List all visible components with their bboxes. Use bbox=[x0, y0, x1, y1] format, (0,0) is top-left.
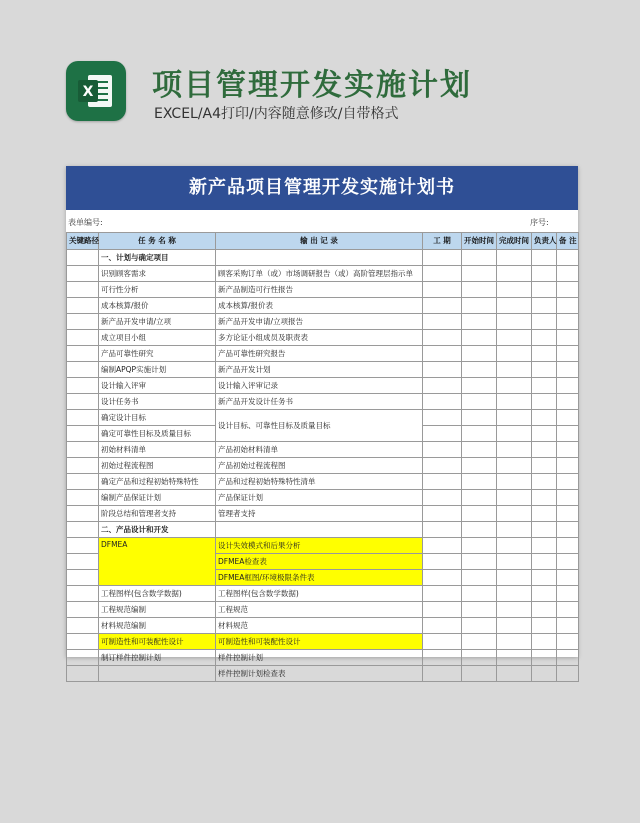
duration-cell[interactable] bbox=[423, 426, 462, 442]
start-time-cell[interactable] bbox=[462, 490, 497, 506]
start-time-cell[interactable] bbox=[462, 522, 497, 538]
finish-time-cell[interactable] bbox=[497, 522, 532, 538]
finish-time-cell[interactable] bbox=[497, 474, 532, 490]
finish-time-cell[interactable] bbox=[497, 634, 532, 650]
task-name-cell[interactable]: 工程规范编制 bbox=[99, 602, 216, 618]
duration-cell[interactable] bbox=[423, 394, 462, 410]
task-name-cell[interactable]: 二、产品设计和开发 bbox=[99, 522, 216, 538]
finish-time-cell[interactable] bbox=[497, 650, 532, 666]
critical-path-cell[interactable] bbox=[67, 586, 99, 602]
table-row bbox=[67, 250, 579, 266]
start-time-cell[interactable] bbox=[462, 266, 497, 282]
start-time-cell[interactable] bbox=[462, 506, 497, 522]
finish-time-cell[interactable] bbox=[497, 586, 532, 602]
task-name-cell[interactable]: 产品可靠性研究 bbox=[99, 346, 216, 362]
owner-cell[interactable] bbox=[532, 570, 557, 586]
finish-time-cell[interactable] bbox=[497, 314, 532, 330]
task-name-cell[interactable]: 工程图样(包含数学数据) bbox=[99, 586, 216, 602]
table-row bbox=[67, 538, 579, 554]
output-record-cell[interactable]: DFMEA检查表 bbox=[216, 554, 423, 570]
finish-time-cell[interactable] bbox=[497, 394, 532, 410]
remarks-cell[interactable] bbox=[557, 362, 579, 378]
duration-cell[interactable] bbox=[423, 490, 462, 506]
table-row bbox=[67, 490, 579, 506]
owner-cell[interactable] bbox=[532, 250, 557, 266]
task-name-cell[interactable]: 成本核算/报价 bbox=[99, 298, 216, 314]
excel-logo-icon bbox=[66, 61, 126, 121]
critical-path-cell[interactable] bbox=[67, 410, 99, 426]
duration-cell[interactable] bbox=[423, 330, 462, 346]
owner-cell[interactable] bbox=[532, 650, 557, 666]
start-time-cell[interactable] bbox=[462, 634, 497, 650]
owner-cell[interactable] bbox=[532, 522, 557, 538]
finish-time-cell[interactable] bbox=[497, 570, 532, 586]
col-header-start-time: 开始时间 bbox=[462, 233, 497, 250]
owner-cell[interactable] bbox=[532, 474, 557, 490]
task-name-cell[interactable]: 材料规范编制 bbox=[99, 618, 216, 634]
owner-cell[interactable] bbox=[532, 618, 557, 634]
page-subtitle: EXCEL/A4打印/内容随意修改/自带格式 bbox=[154, 106, 399, 122]
task-name-cell[interactable] bbox=[99, 666, 216, 682]
finish-time-cell[interactable] bbox=[497, 330, 532, 346]
start-time-cell[interactable] bbox=[462, 378, 497, 394]
owner-cell[interactable] bbox=[532, 266, 557, 282]
finish-time-cell[interactable] bbox=[497, 666, 532, 682]
remarks-cell[interactable] bbox=[557, 602, 579, 618]
logo-letter: X bbox=[82, 84, 94, 100]
output-record-cell[interactable]: 产品初始材料清单 bbox=[216, 442, 423, 458]
task-name-cell[interactable]: 可行性分析 bbox=[99, 282, 216, 298]
output-record-cell[interactable]: 工程规范 bbox=[216, 602, 423, 618]
critical-path-cell[interactable] bbox=[67, 554, 99, 570]
table-row bbox=[67, 602, 579, 618]
table-row bbox=[67, 362, 579, 378]
start-time-cell[interactable] bbox=[462, 538, 497, 554]
remarks-cell[interactable] bbox=[557, 650, 579, 666]
output-record-cell[interactable]: 设计失效模式和后果分析 bbox=[216, 538, 423, 554]
col-header-owner: 负责人 bbox=[532, 233, 557, 250]
start-time-cell[interactable] bbox=[462, 394, 497, 410]
task-name-cell[interactable]: 可制造性和可装配性设计 bbox=[99, 634, 216, 650]
duration-cell[interactable] bbox=[423, 602, 462, 618]
owner-cell[interactable] bbox=[532, 490, 557, 506]
finish-time-cell[interactable] bbox=[497, 250, 532, 266]
col-header-duration: 工 期 bbox=[423, 233, 462, 250]
col-header-remarks: 备 注 bbox=[557, 233, 579, 250]
remarks-cell[interactable] bbox=[557, 250, 579, 266]
owner-cell[interactable] bbox=[532, 586, 557, 602]
duration-cell[interactable] bbox=[423, 634, 462, 650]
col-header-finish-time: 完成时间 bbox=[497, 233, 532, 250]
critical-path-cell[interactable] bbox=[67, 426, 99, 442]
table-row bbox=[67, 650, 579, 666]
task-name-cell[interactable]: 初始材料清单 bbox=[99, 442, 216, 458]
start-time-cell[interactable] bbox=[462, 298, 497, 314]
output-record-cell[interactable] bbox=[216, 250, 423, 266]
start-time-cell[interactable] bbox=[462, 602, 497, 618]
duration-cell[interactable] bbox=[423, 314, 462, 330]
critical-path-cell[interactable] bbox=[67, 458, 99, 474]
task-name-cell[interactable]: 编制产品保证计划 bbox=[99, 490, 216, 506]
finish-time-cell[interactable] bbox=[497, 458, 532, 474]
plan-table bbox=[66, 232, 579, 682]
start-time-cell[interactable] bbox=[462, 410, 497, 426]
sequence-label: 序号: bbox=[530, 218, 549, 227]
finish-time-cell[interactable] bbox=[497, 282, 532, 298]
duration-cell[interactable] bbox=[423, 474, 462, 490]
remarks-cell[interactable] bbox=[557, 586, 579, 602]
output-record-cell[interactable]: DFMEA框图/环境极限条件表 bbox=[216, 570, 423, 586]
task-name-cell[interactable]: DFMEA bbox=[99, 538, 216, 586]
remarks-cell[interactable] bbox=[557, 538, 579, 554]
start-time-cell[interactable] bbox=[462, 250, 497, 266]
output-record-cell[interactable]: 新产品开发计划 bbox=[216, 362, 423, 378]
output-record-cell[interactable]: 材料规范 bbox=[216, 618, 423, 634]
output-record-cell[interactable]: 可制造性和可装配性设计 bbox=[216, 634, 423, 650]
table-row bbox=[67, 458, 579, 474]
output-record-cell[interactable]: 顾客采购订单（或）市场调研报告（或）高阶管理层指示单 bbox=[216, 266, 423, 282]
remarks-cell[interactable] bbox=[557, 490, 579, 506]
sheet-title: 新产品项目管理开发实施计划书 bbox=[66, 166, 578, 210]
table-header-row bbox=[67, 233, 579, 250]
remarks-cell[interactable] bbox=[557, 554, 579, 570]
finish-time-cell[interactable] bbox=[497, 378, 532, 394]
duration-cell[interactable] bbox=[423, 650, 462, 666]
critical-path-cell[interactable] bbox=[67, 506, 99, 522]
owner-cell[interactable] bbox=[532, 394, 557, 410]
critical-path-cell[interactable] bbox=[67, 314, 99, 330]
col-header-task-name: 任 务 名 称 bbox=[99, 233, 216, 250]
owner-cell[interactable] bbox=[532, 666, 557, 682]
table-row bbox=[67, 442, 579, 458]
task-name-cell[interactable]: 识别顾客需求 bbox=[99, 266, 216, 282]
remarks-cell[interactable] bbox=[557, 410, 579, 426]
critical-path-cell[interactable] bbox=[67, 298, 99, 314]
remarks-cell[interactable] bbox=[557, 522, 579, 538]
critical-path-cell[interactable] bbox=[67, 282, 99, 298]
output-record-cell[interactable]: 管理者支持 bbox=[216, 506, 423, 522]
task-name-cell[interactable]: 制订样件控制计划 bbox=[99, 650, 216, 666]
critical-path-cell[interactable] bbox=[67, 522, 99, 538]
output-record-cell[interactable]: 样件控制计划 bbox=[216, 650, 423, 666]
start-time-cell[interactable] bbox=[462, 570, 497, 586]
duration-cell[interactable] bbox=[423, 378, 462, 394]
output-record-cell[interactable]: 多方论证小组成员及职责表 bbox=[216, 330, 423, 346]
task-name-cell[interactable]: 设计任务书 bbox=[99, 394, 216, 410]
duration-cell[interactable] bbox=[423, 458, 462, 474]
critical-path-cell[interactable] bbox=[67, 250, 99, 266]
output-record-cell[interactable]: 工程图样(包含数学数据) bbox=[216, 586, 423, 602]
owner-cell[interactable] bbox=[532, 330, 557, 346]
start-time-cell[interactable] bbox=[462, 618, 497, 634]
duration-cell[interactable] bbox=[423, 554, 462, 570]
table-row bbox=[67, 618, 579, 634]
start-time-cell[interactable] bbox=[462, 458, 497, 474]
duration-cell[interactable] bbox=[423, 250, 462, 266]
critical-path-cell[interactable] bbox=[67, 538, 99, 554]
table-row bbox=[67, 506, 579, 522]
table-row bbox=[67, 586, 579, 602]
start-time-cell[interactable] bbox=[462, 282, 497, 298]
start-time-cell[interactable] bbox=[462, 554, 497, 570]
critical-path-cell[interactable] bbox=[67, 490, 99, 506]
output-record-cell[interactable]: 成本核算/报价表 bbox=[216, 298, 423, 314]
critical-path-cell[interactable] bbox=[67, 650, 99, 666]
critical-path-cell[interactable] bbox=[67, 442, 99, 458]
critical-path-cell[interactable] bbox=[67, 394, 99, 410]
output-record-cell[interactable] bbox=[216, 522, 423, 538]
table-row bbox=[67, 410, 579, 426]
table-row bbox=[67, 378, 579, 394]
task-name-cell[interactable]: 阶段总结和管理者支持 bbox=[99, 506, 216, 522]
remarks-cell[interactable] bbox=[557, 666, 579, 682]
task-name-cell[interactable]: 确定产品和过程初始特殊特性 bbox=[99, 474, 216, 490]
output-record-cell[interactable]: 产品保证计划 bbox=[216, 490, 423, 506]
remarks-cell[interactable] bbox=[557, 394, 579, 410]
table-row bbox=[67, 666, 579, 682]
remarks-cell[interactable] bbox=[557, 634, 579, 650]
duration-cell[interactable] bbox=[423, 266, 462, 282]
finish-time-cell[interactable] bbox=[497, 554, 532, 570]
remarks-cell[interactable] bbox=[557, 298, 579, 314]
critical-path-cell[interactable] bbox=[67, 618, 99, 634]
critical-path-cell[interactable] bbox=[67, 346, 99, 362]
task-name-cell[interactable]: 编制APQP实施计划 bbox=[99, 362, 216, 378]
critical-path-cell[interactable] bbox=[67, 570, 99, 586]
output-record-cell[interactable]: 产品可靠性研究报告 bbox=[216, 346, 423, 362]
duration-cell[interactable] bbox=[423, 410, 462, 426]
remarks-cell[interactable] bbox=[557, 378, 579, 394]
duration-cell[interactable] bbox=[423, 666, 462, 682]
remarks-cell[interactable] bbox=[557, 570, 579, 586]
output-record-cell[interactable]: 新产品开发设计任务书 bbox=[216, 394, 423, 410]
table-row bbox=[67, 314, 579, 330]
task-name-cell[interactable]: 确定设计目标 bbox=[99, 410, 216, 426]
start-time-cell[interactable] bbox=[462, 666, 497, 682]
task-name-cell[interactable]: 一、计划与确定项目 bbox=[99, 250, 216, 266]
finish-time-cell[interactable] bbox=[497, 426, 532, 442]
start-time-cell[interactable] bbox=[462, 426, 497, 442]
owner-cell[interactable] bbox=[532, 442, 557, 458]
col-header-critical-path: 关键路径 bbox=[67, 233, 99, 250]
owner-cell[interactable] bbox=[532, 298, 557, 314]
start-time-cell[interactable] bbox=[462, 362, 497, 378]
critical-path-cell[interactable] bbox=[67, 266, 99, 282]
output-record-cell[interactable]: 新产品制造可行性报告 bbox=[216, 282, 423, 298]
table-row bbox=[67, 394, 579, 410]
owner-cell[interactable] bbox=[532, 602, 557, 618]
finish-time-cell[interactable] bbox=[497, 266, 532, 282]
duration-cell[interactable] bbox=[423, 586, 462, 602]
remarks-cell[interactable] bbox=[557, 506, 579, 522]
table-row bbox=[67, 298, 579, 314]
remarks-cell[interactable] bbox=[557, 314, 579, 330]
table-row bbox=[67, 282, 579, 298]
table-row bbox=[67, 346, 579, 362]
output-record-cell[interactable]: 新产品开发申请/立项报告 bbox=[216, 314, 423, 330]
owner-cell[interactable] bbox=[532, 538, 557, 554]
critical-path-cell[interactable] bbox=[67, 666, 99, 682]
remarks-cell[interactable] bbox=[557, 458, 579, 474]
finish-time-cell[interactable] bbox=[497, 362, 532, 378]
remarks-cell[interactable] bbox=[557, 442, 579, 458]
finish-time-cell[interactable] bbox=[497, 602, 532, 618]
table-row bbox=[67, 522, 579, 538]
output-record-cell[interactable]: 设计目标、可靠性目标及质量目标 bbox=[216, 410, 423, 442]
table-row bbox=[67, 330, 579, 346]
critical-path-cell[interactable] bbox=[67, 474, 99, 490]
start-time-cell[interactable] bbox=[462, 474, 497, 490]
owner-cell[interactable] bbox=[532, 634, 557, 650]
owner-cell[interactable] bbox=[532, 314, 557, 330]
page-title: 项目管理开发实施计划 bbox=[152, 68, 472, 103]
duration-cell[interactable] bbox=[423, 570, 462, 586]
form-meta-row bbox=[66, 210, 578, 232]
critical-path-cell[interactable] bbox=[67, 362, 99, 378]
critical-path-cell[interactable] bbox=[67, 602, 99, 618]
duration-cell[interactable] bbox=[423, 618, 462, 634]
task-name-cell[interactable]: 新产品开发申请/立项 bbox=[99, 314, 216, 330]
critical-path-cell[interactable] bbox=[67, 378, 99, 394]
start-time-cell[interactable] bbox=[462, 650, 497, 666]
start-time-cell[interactable] bbox=[462, 330, 497, 346]
spreadsheet-document bbox=[66, 166, 578, 678]
owner-cell[interactable] bbox=[532, 554, 557, 570]
finish-time-cell[interactable] bbox=[497, 442, 532, 458]
finish-time-cell[interactable] bbox=[497, 346, 532, 362]
task-name-cell[interactable]: 成立项目小组 bbox=[99, 330, 216, 346]
table-row bbox=[67, 474, 579, 490]
remarks-cell[interactable] bbox=[557, 618, 579, 634]
remarks-cell[interactable] bbox=[557, 330, 579, 346]
table-row bbox=[67, 634, 579, 650]
output-record-cell[interactable]: 产品初始过程流程图 bbox=[216, 458, 423, 474]
duration-cell[interactable] bbox=[423, 522, 462, 538]
duration-cell[interactable] bbox=[423, 538, 462, 554]
duration-cell[interactable] bbox=[423, 282, 462, 298]
owner-cell[interactable] bbox=[532, 346, 557, 362]
remarks-cell[interactable] bbox=[557, 346, 579, 362]
duration-cell[interactable] bbox=[423, 442, 462, 458]
task-name-cell[interactable]: 初始过程流程图 bbox=[99, 458, 216, 474]
table-row bbox=[67, 266, 579, 282]
task-name-cell[interactable]: 设计输入评审 bbox=[99, 378, 216, 394]
start-time-cell[interactable] bbox=[462, 442, 497, 458]
finish-time-cell[interactable] bbox=[497, 490, 532, 506]
duration-cell[interactable] bbox=[423, 346, 462, 362]
finish-time-cell[interactable] bbox=[497, 410, 532, 426]
remarks-cell[interactable] bbox=[557, 474, 579, 490]
critical-path-cell[interactable] bbox=[67, 330, 99, 346]
duration-cell[interactable] bbox=[423, 298, 462, 314]
start-time-cell[interactable] bbox=[462, 314, 497, 330]
owner-cell[interactable] bbox=[532, 362, 557, 378]
remarks-cell[interactable] bbox=[557, 426, 579, 442]
duration-cell[interactable] bbox=[423, 506, 462, 522]
output-record-cell[interactable]: 产品和过程初始特殊特性清单 bbox=[216, 474, 423, 490]
duration-cell[interactable] bbox=[423, 362, 462, 378]
start-time-cell[interactable] bbox=[462, 346, 497, 362]
finish-time-cell[interactable] bbox=[497, 506, 532, 522]
owner-cell[interactable] bbox=[532, 426, 557, 442]
owner-cell[interactable] bbox=[532, 458, 557, 474]
finish-time-cell[interactable] bbox=[497, 298, 532, 314]
critical-path-cell[interactable] bbox=[67, 634, 99, 650]
owner-cell[interactable] bbox=[532, 378, 557, 394]
col-header-output-record: 输 出 记 录 bbox=[216, 233, 423, 250]
form-number-label: 表单编号: bbox=[68, 218, 103, 227]
owner-cell[interactable] bbox=[532, 282, 557, 298]
remarks-cell[interactable] bbox=[557, 266, 579, 282]
output-record-cell[interactable]: 设计输入评审记录 bbox=[216, 378, 423, 394]
output-record-cell[interactable]: 样件控制计划检查表 bbox=[216, 666, 423, 682]
remarks-cell[interactable] bbox=[557, 282, 579, 298]
owner-cell[interactable] bbox=[532, 410, 557, 426]
owner-cell[interactable] bbox=[532, 506, 557, 522]
task-name-cell[interactable]: 确定可靠性目标及质量目标 bbox=[99, 426, 216, 442]
finish-time-cell[interactable] bbox=[497, 618, 532, 634]
start-time-cell[interactable] bbox=[462, 586, 497, 602]
finish-time-cell[interactable] bbox=[497, 538, 532, 554]
